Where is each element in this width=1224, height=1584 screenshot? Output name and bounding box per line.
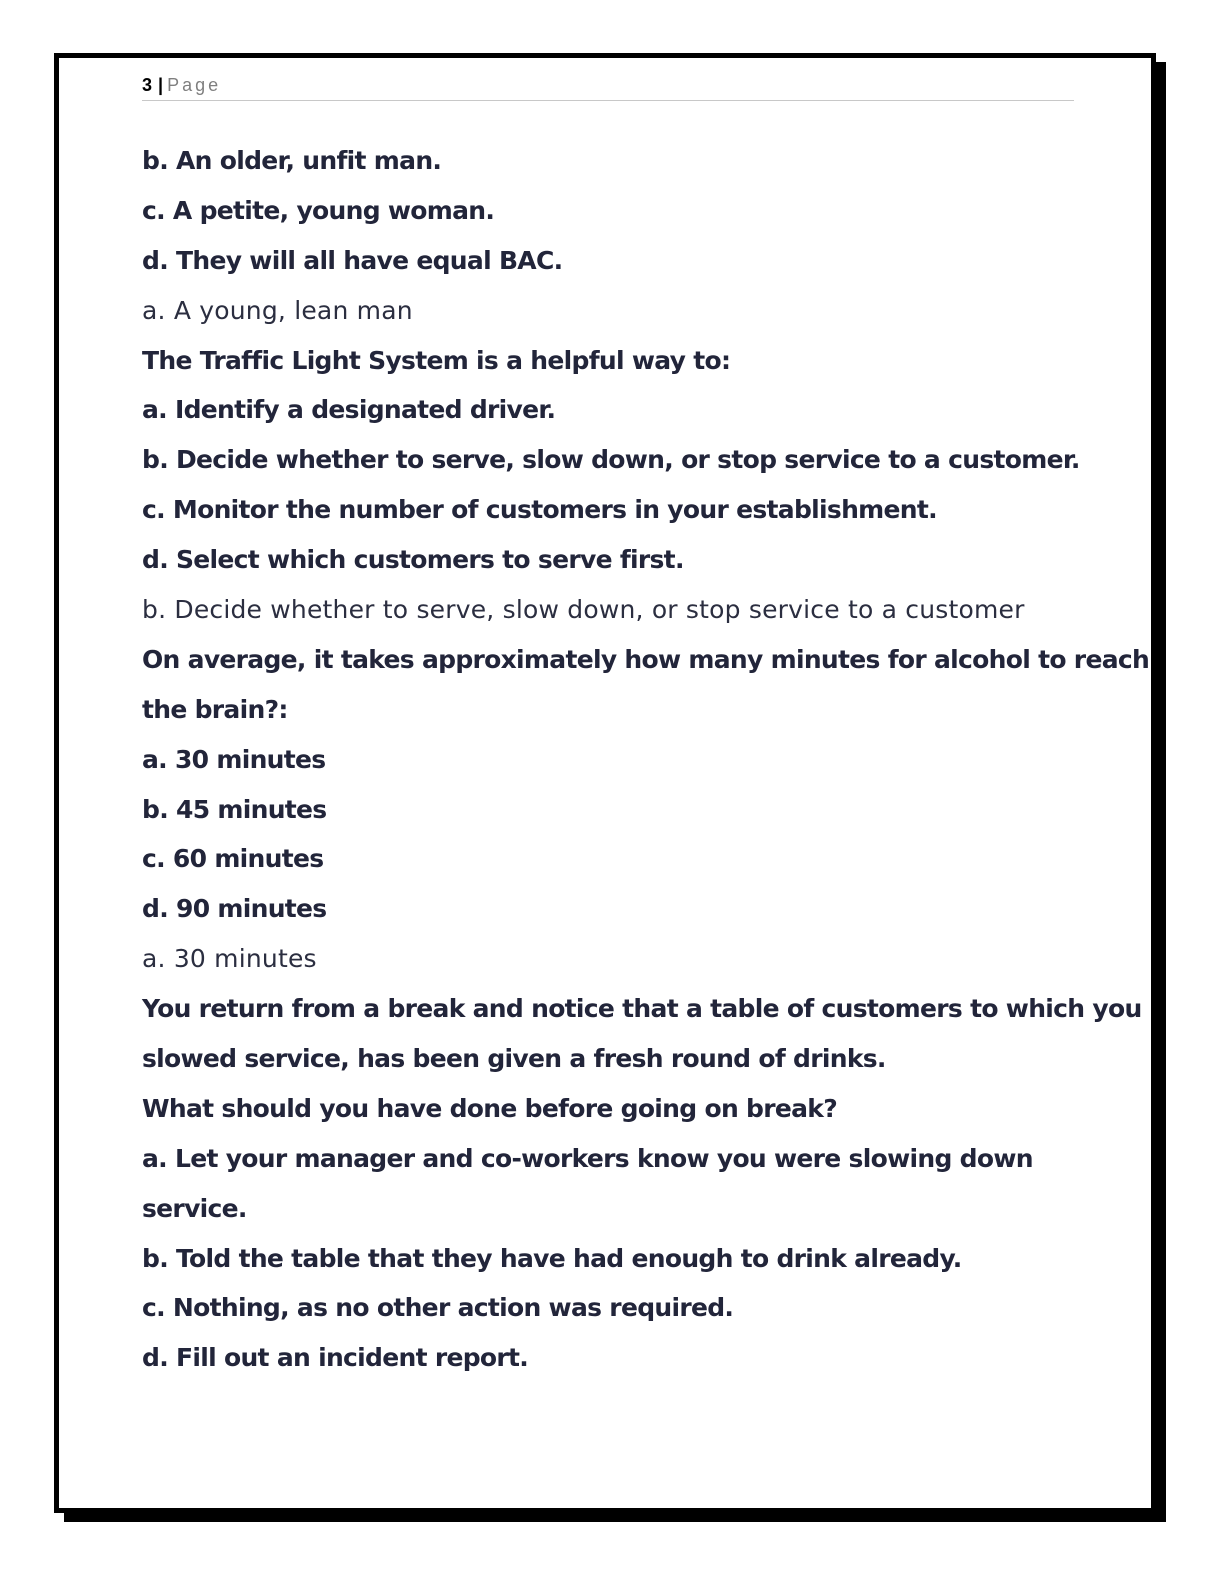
- option-line: b. 45 minutes: [142, 794, 327, 824]
- option-line: c. Nothing, as no other action was required.: [142, 1293, 734, 1323]
- page-header: [142, 74, 1074, 101]
- header-separator: |: [158, 75, 164, 95]
- option-line: d. 90 minutes: [142, 894, 327, 924]
- question-line: On average, it takes approximately how many minutes for alcohol to reach: [142, 644, 1150, 674]
- answer-line: b. Decide whether to serve, slow down, or stop service to a customer: [142, 595, 1025, 625]
- option-line: c. A petite, young woman.: [142, 195, 495, 225]
- question-line: The Traffic Light System is a helpful way to:: [142, 345, 731, 375]
- page-label: Page: [167, 75, 222, 95]
- question-line: You return from a break and notice that a table of customers to which you: [142, 994, 1142, 1024]
- option-line: c. Monitor the number of customers in your establishment.: [142, 495, 937, 525]
- option-line: a. Identify a designated driver.: [142, 395, 556, 425]
- page-content: [142, 136, 1150, 1383]
- page-number: 3: [142, 75, 153, 95]
- option-line: b. An older, unfit man.: [142, 146, 442, 175]
- option-line: a. Let your manager and co-workers know you were slowing down: [142, 1143, 1033, 1173]
- option-line: d. Select which customers to serve first.: [142, 545, 684, 575]
- question-line: the brain?:: [142, 694, 288, 724]
- option-line: c. 60 minutes: [142, 844, 324, 874]
- answer-line: a. A young, lean man: [142, 295, 413, 325]
- question-line: slowed service, has been given a fresh round of drinks.: [142, 1044, 886, 1074]
- question-line: What should you have done before going on break?: [142, 1093, 838, 1123]
- option-line: service.: [142, 1193, 247, 1223]
- option-line: d. Fill out an incident report.: [142, 1343, 529, 1373]
- option-line: d. They will all have equal BAC.: [142, 245, 563, 275]
- option-line: a. 30 minutes: [142, 744, 326, 774]
- option-line: b. Decide whether to serve, slow down, or stop service to a customer.: [142, 445, 1080, 475]
- option-line: b. Told the table that they have had enough to drink already.: [142, 1243, 962, 1273]
- answer-line: a. 30 minutes: [142, 944, 317, 974]
